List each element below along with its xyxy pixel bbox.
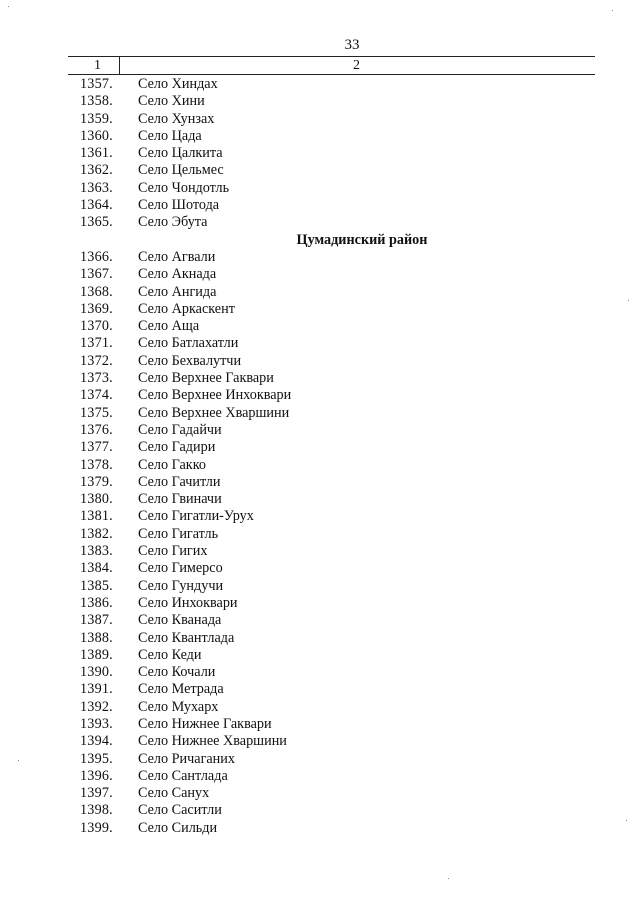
settlement-name: Село Кеди <box>138 646 202 663</box>
list-item <box>0 578 640 595</box>
section-row <box>0 232 640 249</box>
item-number: 1390. <box>80 664 113 681</box>
list-item <box>0 284 640 301</box>
item-number: 1367. <box>80 266 113 283</box>
settlement-name: Село Гимерсо <box>138 560 223 577</box>
list-item <box>0 716 640 733</box>
item-number: 1381. <box>80 508 113 525</box>
item-number: 1359. <box>80 110 113 127</box>
list-item <box>0 93 640 110</box>
item-number: 1393. <box>80 715 113 732</box>
settlement-name: Село Гигатли-Урух <box>138 508 254 525</box>
item-number: 1366. <box>80 248 113 265</box>
list-item <box>0 266 640 283</box>
list-item <box>0 111 640 128</box>
item-number: 1397. <box>80 785 113 802</box>
column-divider <box>119 57 120 74</box>
item-number: 1391. <box>80 681 113 698</box>
list-item <box>0 370 640 387</box>
list-item <box>0 802 640 819</box>
settlement-name: Село Чондотль <box>138 179 230 196</box>
item-number: 1387. <box>80 612 113 629</box>
settlement-name: Село Гакко <box>138 456 206 473</box>
item-number: 1365. <box>80 214 113 231</box>
settlement-name: Село Гундучи <box>138 577 224 594</box>
list-item <box>0 474 640 491</box>
item-number: 1371. <box>80 335 113 352</box>
column-header-name: 2 <box>353 58 360 73</box>
settlement-name: Село Кочали <box>138 664 216 681</box>
settlement-name: Село Метрада <box>138 681 224 698</box>
scan-speck <box>626 820 627 821</box>
list-item <box>0 733 640 750</box>
item-number: 1379. <box>80 473 113 490</box>
item-number: 1388. <box>80 629 113 646</box>
item-number: 1377. <box>80 439 113 456</box>
item-number: 1369. <box>80 300 113 317</box>
list-item <box>0 785 640 802</box>
settlement-name: Село Батлахатли <box>138 335 239 352</box>
list-item <box>0 595 640 612</box>
settlement-name: Село Гачитли <box>138 473 221 490</box>
item-number: 1394. <box>80 733 113 750</box>
settlement-name: Село Хунзах <box>138 110 215 127</box>
list-item <box>0 543 640 560</box>
list-item <box>0 681 640 698</box>
settlement-name: Село Гадири <box>138 439 216 456</box>
item-number: 1358. <box>80 93 113 110</box>
settlement-name: Село Аркаскент <box>138 300 235 317</box>
list-item <box>0 508 640 525</box>
list-item <box>0 318 640 335</box>
settlement-name: Село Цада <box>138 127 202 144</box>
item-number: 1384. <box>80 560 113 577</box>
page-number: 33 <box>344 37 360 53</box>
item-number: 1375. <box>80 404 113 421</box>
item-number: 1383. <box>80 543 113 560</box>
settlement-name: Село Гадайчи <box>138 421 222 438</box>
settlement-name: Село Агвали <box>138 248 216 265</box>
settlement-name: Село Цалкита <box>138 145 223 162</box>
list-item <box>0 768 640 785</box>
settlement-name: Село Шотода <box>138 197 220 214</box>
list-item <box>0 751 640 768</box>
settlement-name: Село Ангида <box>138 283 217 300</box>
item-number: 1368. <box>80 283 113 300</box>
item-number: 1363. <box>80 179 113 196</box>
settlement-name: Село Сильди <box>138 819 218 836</box>
column-header-number: 1 <box>94 58 101 73</box>
settlement-name: Село Верхнее Хваршини <box>138 404 290 421</box>
settlement-name: Село Инхоквари <box>138 594 238 611</box>
item-number: 1385. <box>80 577 113 594</box>
list-item <box>0 612 640 629</box>
settlement-name: Село Сантлада <box>138 767 228 784</box>
list-item <box>0 145 640 162</box>
list-item <box>0 301 640 318</box>
item-number: 1360. <box>80 127 113 144</box>
item-number: 1382. <box>80 525 113 542</box>
settlement-name: Село Саситли <box>138 802 222 819</box>
list-item <box>0 335 640 352</box>
item-number: 1399. <box>80 819 113 836</box>
item-number: 1389. <box>80 646 113 663</box>
settlement-name: Село Квантлада <box>138 629 235 646</box>
settlement-name: Село Бехвалутчи <box>138 352 242 369</box>
list-item <box>0 422 640 439</box>
scan-speck <box>612 10 613 11</box>
item-number: 1370. <box>80 318 113 335</box>
list-item <box>0 76 640 93</box>
settlement-name: Село Хиндах <box>138 76 218 92</box>
item-number: 1361. <box>80 145 113 162</box>
list-item <box>0 162 640 179</box>
settlement-name: Село Нижнее Хваршини <box>138 733 287 750</box>
list-item <box>0 180 640 197</box>
item-number: 1374. <box>80 387 113 404</box>
item-number: 1364. <box>80 197 113 214</box>
list-item <box>0 664 640 681</box>
item-number: 1395. <box>80 750 113 767</box>
settlement-name: Село Кванада <box>138 612 222 629</box>
list-item <box>0 128 640 145</box>
item-number: 1373. <box>80 370 113 387</box>
item-number: 1372. <box>80 352 113 369</box>
list-item <box>0 249 640 266</box>
settlement-name: Село Аща <box>138 318 200 335</box>
list-item <box>0 439 640 456</box>
scan-speck <box>448 878 449 879</box>
settlement-name: Село Акнада <box>138 266 217 283</box>
table-header <box>68 56 595 75</box>
settlement-name: Село Эбута <box>138 214 208 231</box>
item-number: 1362. <box>80 162 113 179</box>
section-title: Цумадинский район <box>296 231 428 248</box>
item-number: 1357. <box>80 76 113 92</box>
item-number: 1386. <box>80 594 113 611</box>
item-number: 1378. <box>80 456 113 473</box>
settlement-name: Село Верхнее Инхоквари <box>138 387 292 404</box>
list-item <box>0 491 640 508</box>
list-item <box>0 820 640 837</box>
settlement-name: Село Мухарх <box>138 698 219 715</box>
list-item <box>0 353 640 370</box>
settlement-name: Село Гигих <box>138 543 208 560</box>
settlement-name: Село Ричаганих <box>138 750 235 767</box>
list-item <box>0 387 640 404</box>
settlement-name: Село Цельмес <box>138 162 224 179</box>
item-number: 1380. <box>80 491 113 508</box>
list-item <box>0 526 640 543</box>
list-item <box>0 457 640 474</box>
list-item <box>0 647 640 664</box>
list-item <box>0 214 640 231</box>
scan-speck <box>18 760 19 761</box>
scan-speck <box>8 6 9 7</box>
item-number: 1396. <box>80 767 113 784</box>
list-item <box>0 630 640 647</box>
scan-speck <box>628 300 629 301</box>
settlement-name: Село Хини <box>138 93 205 110</box>
settlement-list <box>0 76 640 837</box>
list-item <box>0 405 640 422</box>
item-number: 1376. <box>80 421 113 438</box>
settlement-name: Село Верхнее Гаквари <box>138 370 274 387</box>
settlement-name: Село Гигатль <box>138 525 219 542</box>
list-item <box>0 699 640 716</box>
list-item <box>0 197 640 214</box>
settlement-name: Село Гвиначи <box>138 491 222 508</box>
settlement-name: Село Санух <box>138 785 210 802</box>
list-item <box>0 560 640 577</box>
item-number: 1392. <box>80 698 113 715</box>
settlement-name: Село Нижнее Гаквари <box>138 715 272 732</box>
item-number: 1398. <box>80 802 113 819</box>
